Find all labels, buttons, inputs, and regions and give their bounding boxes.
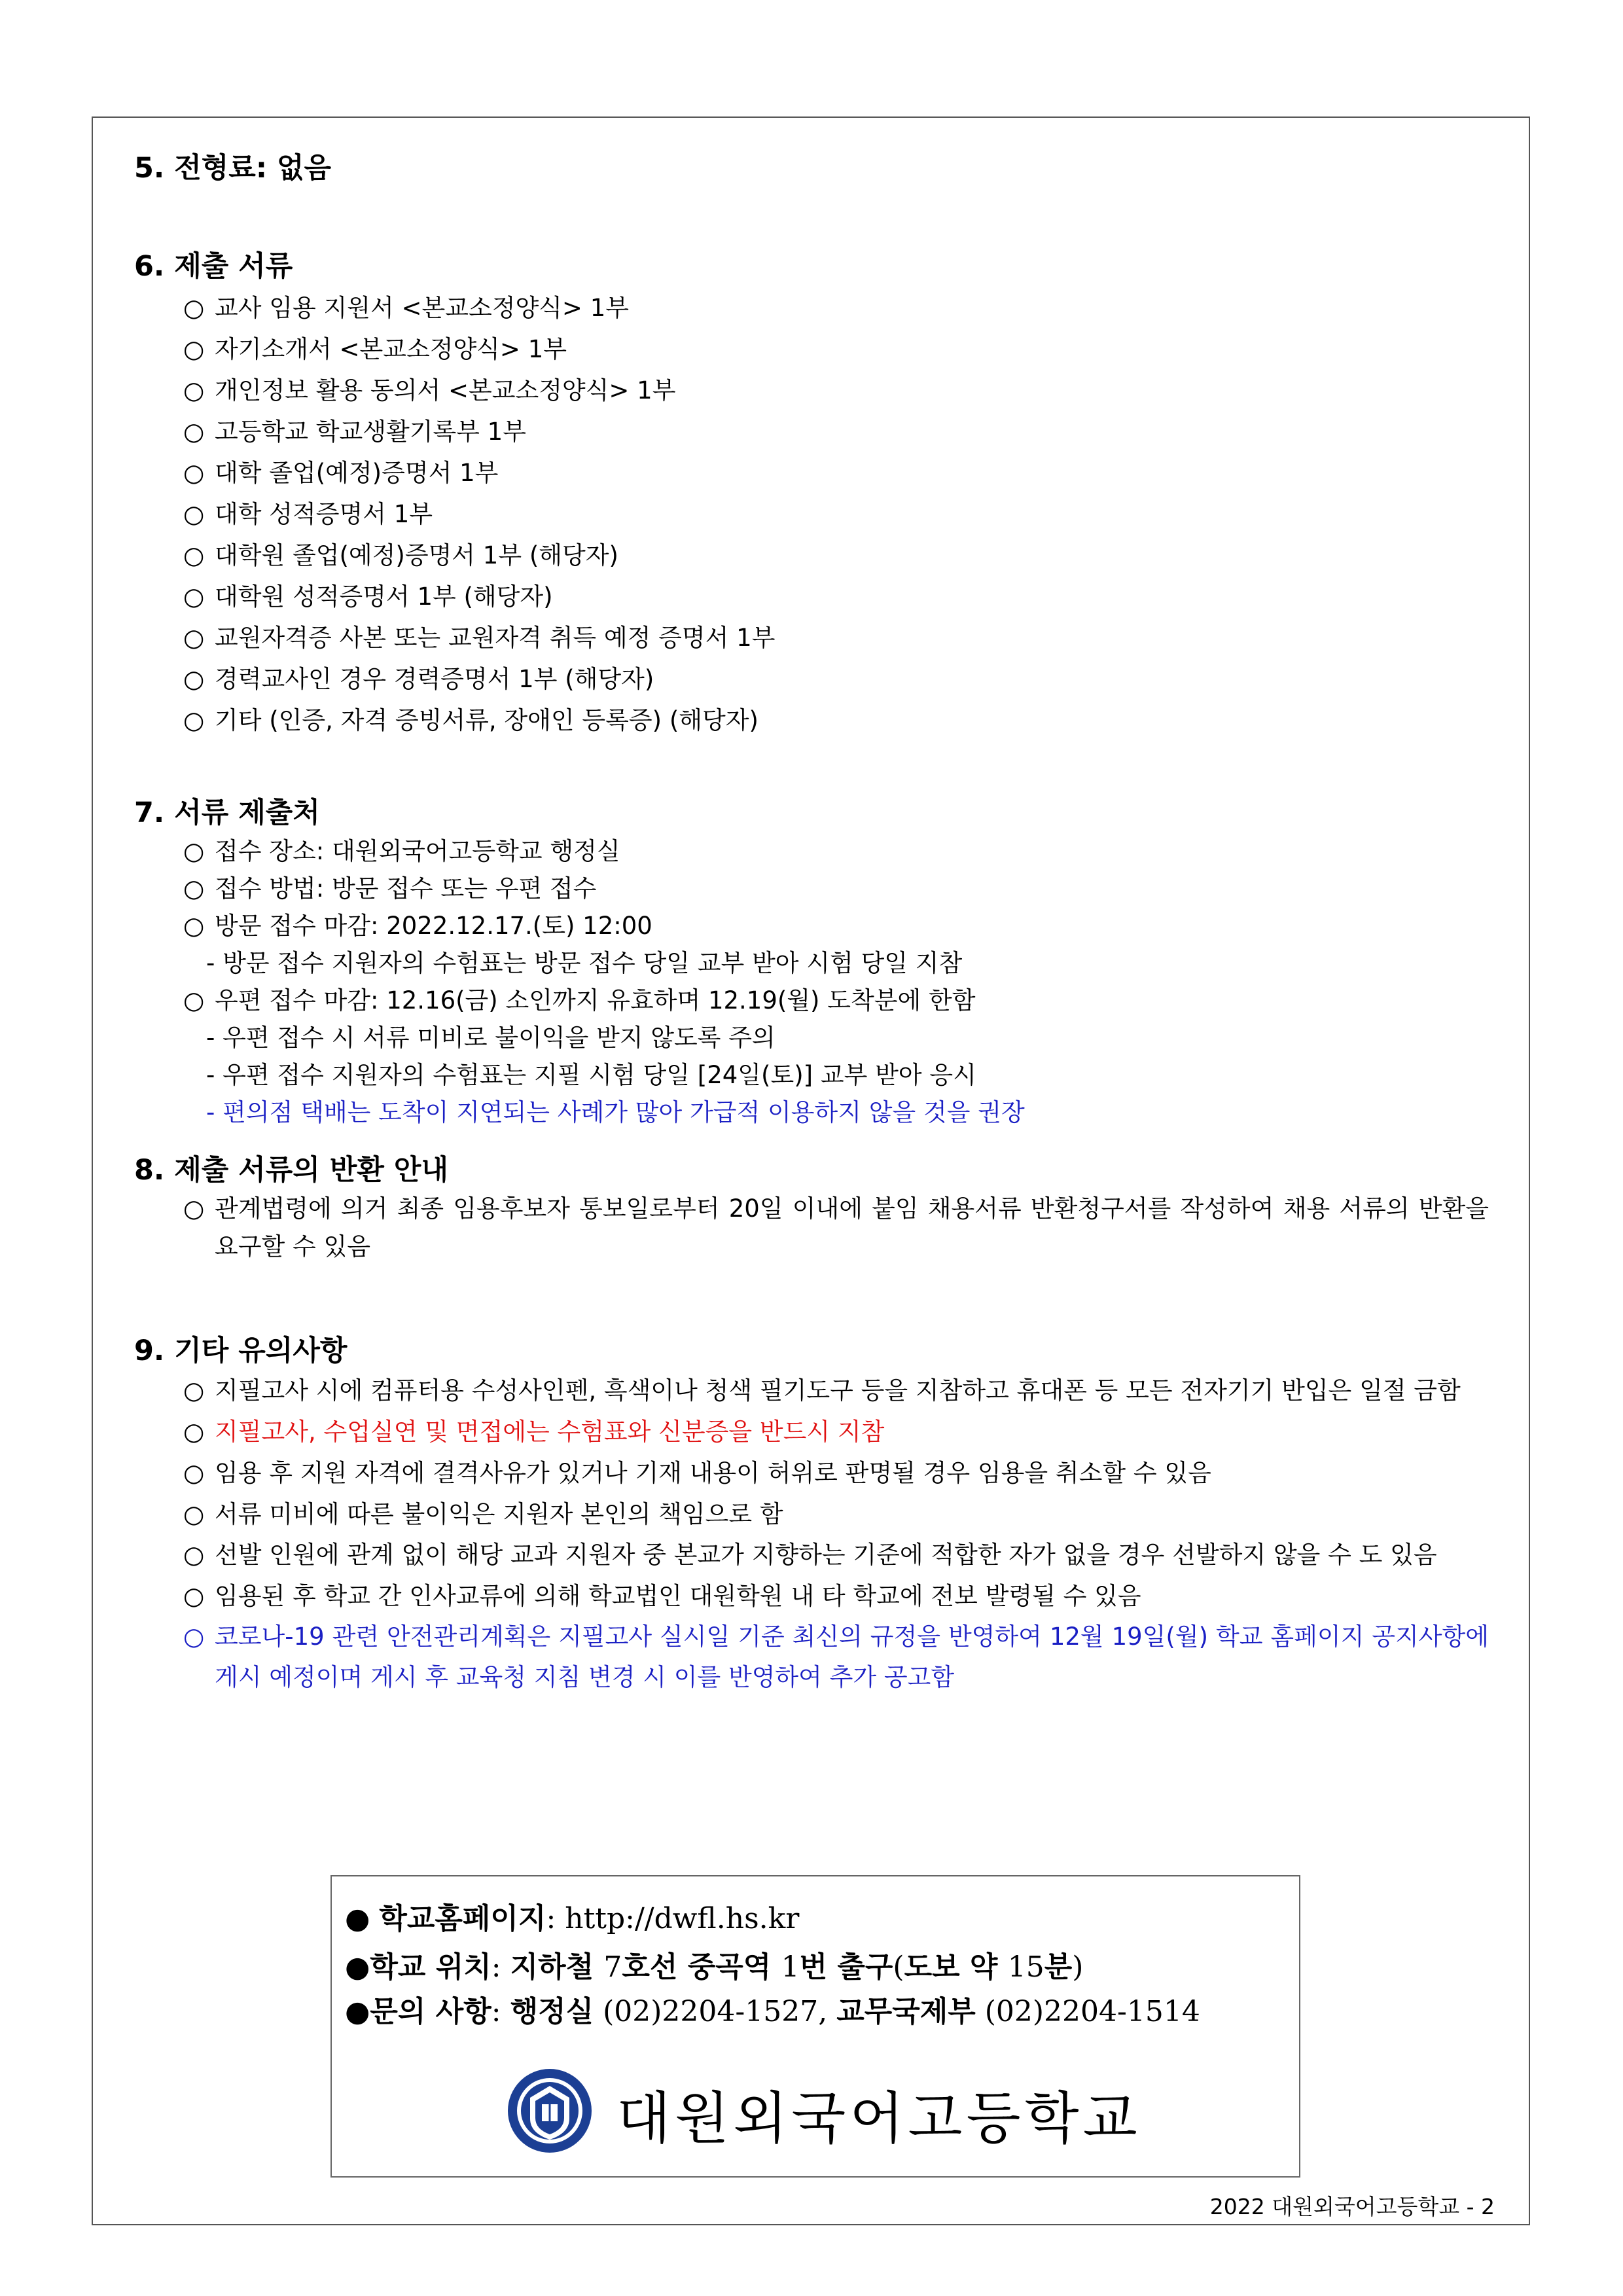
sub-item-notice: - 편의점 택배는 도착이 지연되는 사례가 많아 가급적 이용하지 않을 것을 권장: [206, 1098, 1025, 1126]
section-title: 6. 제출 서류: [134, 250, 293, 283]
list-item: ○ 개인정보 활용 동의서 <본교소정양식> 1부: [183, 376, 676, 404]
bullet-dot-icon: ●: [345, 1995, 370, 2028]
list-item: ○ 기타 (인증, 자격 증빙서류, 장애인 등록증) (해당자): [183, 706, 758, 734]
list-item: ○ 임용된 후 학교 간 인사교류에 의해 학교법인 대원학원 내 타 학교에 전보 발령될 수 있음: [183, 1582, 1141, 1610]
list-item: ○ 선발 인원에 관계 없이 해당 교과 지원자 중 본교가 지향하는 기준에 적합한 자가 없을 경우 선발하지 않을 수 도 있음: [183, 1541, 1437, 1569]
section-9: [134, 1331, 1489, 1698]
document-body: [134, 141, 1489, 1698]
list-item: ○ 접수 장소: 대원외국어고등학교 행정실: [183, 837, 620, 865]
document-list: [134, 287, 1489, 741]
sub-item: - 방문 접수 지원자의 수험표는 방문 접수 당일 교부 받아 시험 당일 지참: [206, 949, 963, 977]
bullet-dot-icon: ●: [345, 1950, 370, 1984]
list-item: ○ 방문 접수 마감: 2022.12.17.(토) 12:00: [183, 912, 652, 940]
section-title: 9. 기타 유의사항: [134, 1335, 348, 1367]
location-line: ●학교 위치: 지하철 7호선 중곡역 1번 출구(도보 약 15분): [345, 1950, 1084, 1984]
list-item: ○ 경력교사인 경우 경력증명서 1부 (해당자): [183, 665, 654, 693]
list-item: ○ 대학 성적증명서 1부: [183, 500, 433, 528]
list-item: ○ 대학원 성적증명서 1부 (해당자): [183, 583, 553, 611]
list-item: ○ 자기소개서 <본교소정양식> 1부: [183, 335, 567, 363]
sub-item: - 우편 접수 시 서류 미비로 불이익을 받지 않도록 주의: [206, 1024, 776, 1052]
list-item-warning: ○ 지필고사, 수업실연 및 면접에는 수험표와 신분증을 반드시 지참: [183, 1418, 885, 1446]
list-item: ○ 고등학교 학교생활기록부 1부: [183, 418, 526, 446]
list-item: ○ 임용 후 지원 자격에 결격사유가 있거나 기재 내용이 허위로 판명될 경우 임용을 취소할 수 있음: [183, 1459, 1211, 1487]
contact-label: 문의 사항: [370, 1995, 491, 2028]
list-item: ○ 교원자격증 사본 또는 교원자격 취득 예정 증명서 1부: [183, 624, 776, 652]
homepage-value[interactable]: : http://dwfl.hs.kr: [546, 1902, 800, 1935]
section-6: [134, 247, 1489, 741]
section-title: 8. 제출 서류의 반환 안내: [134, 1154, 448, 1187]
location-label: 학교 위치: [370, 1950, 491, 1984]
list-item: ○ 교사 임용 지원서 <본교소정양식> 1부: [183, 294, 629, 322]
school-name-logo: 대원외국어고등학교: [616, 2086, 1141, 2151]
list-item: ○ 접수 방법: 방문 접수 또는 우편 접수: [183, 874, 597, 903]
section-8: [134, 1151, 1489, 1266]
list-item: ○ 우편 접수 마감: 12.16(금) 소인까지 유효하며 12.19(월) 도착분에 한함: [183, 986, 976, 1014]
section-7: [134, 793, 1489, 1131]
sub-item: - 우편 접수 지원자의 수험표는 지필 시험 당일 [24일(토)] 교부 받아 응시: [206, 1061, 976, 1089]
list-item: ○ 서류 미비에 따른 불이익은 지원자 본인의 책임으로 함: [183, 1500, 783, 1528]
homepage-label: 학교홈페이지: [379, 1902, 546, 1935]
list-item: ○ 대학 졸업(예정)증명서 1부: [183, 459, 499, 487]
homepage-line: [345, 1895, 799, 1937]
list-item-notice: ○ 코로나-19 관련 안전관리계획은 지필고사 실시일 기준 최신의 규정을 반영하여 12월 19일(월) 학교 홈페이지 공지사항에 게시 예정이며 게시 후 교육청 지침 변경 시 이를 반영하여 추가 공고함: [183, 1623, 1489, 1691]
bullet-dot-icon: ●: [345, 1902, 370, 1935]
page-footer: 2022 대원외국어고등학교 - 2: [1209, 2194, 1495, 2219]
list-item: ○ 관계법령에 의거 최종 임용후보자 통보일로부터 20일 이내에 붙임 채용서류 반환청구서를 작성하여 채용 서류의 반환을 요구할 수 있음: [183, 1194, 1489, 1261]
school-info-box: [330, 1875, 1300, 2178]
school-emblem-icon: [505, 2066, 594, 2155]
contact-line: ●문의 사항: 행정실 (02)2204-1527, 교무국제부 (02)2204-1514: [345, 1995, 1200, 2028]
section-title: 5. 전형료: 없음: [134, 152, 332, 185]
list-item: ○ 대학원 졸업(예정)증명서 1부 (해당자): [183, 541, 618, 569]
section-5: [134, 149, 1489, 188]
list-item: ○ 지필고사 시에 컴퓨터용 수성사인펜, 흑색이나 청색 필기도구 등을 지참하고 휴대폰 등 모든 전자기기 반입은 일절 금함: [183, 1376, 1461, 1405]
section-title: 7. 서류 제출처: [134, 797, 320, 829]
